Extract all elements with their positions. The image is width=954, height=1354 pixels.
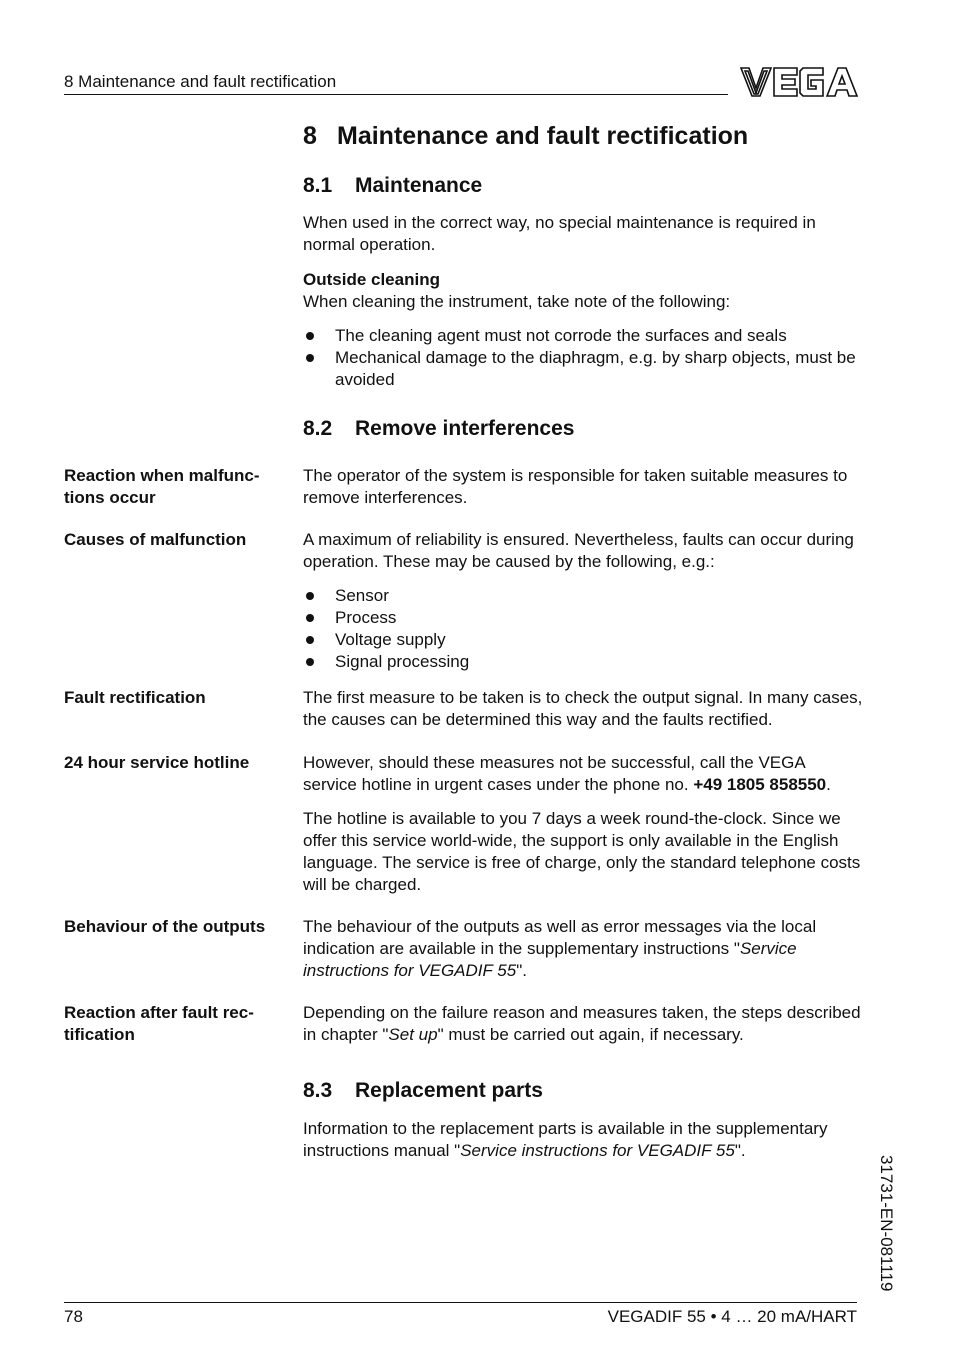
header-rule bbox=[64, 94, 728, 95]
list-item: Process bbox=[303, 607, 863, 629]
page-number: 78 bbox=[64, 1307, 83, 1326]
outside-cleaning-block bbox=[303, 269, 863, 313]
after-fault-text-end: " must be carried out again, if necessary. bbox=[437, 1025, 744, 1044]
running-header: 8 Maintenance and fault rectification bbox=[64, 72, 337, 91]
hotline-phone: +49 1805 858550 bbox=[693, 775, 827, 794]
section-number: 8.1 bbox=[303, 174, 333, 197]
list-item: Mechanical damage to the diaphragm, e.g. by sharp objects, must be avoided bbox=[303, 347, 863, 391]
margin-label-after-fault: Reaction after fault rec- tification bbox=[64, 1003, 254, 1044]
outputs-reference: Service instructions for VEGADIF 55 bbox=[303, 939, 797, 980]
after-fault-text: Depending on the failure reason and measures taken, the steps described in chapter " bbox=[303, 1003, 861, 1044]
section-heading-8-2 bbox=[303, 417, 574, 441]
chapter-title-text: Maintenance and fault rectification bbox=[337, 122, 749, 150]
margin-label-outputs: Behaviour of the outputs bbox=[64, 917, 266, 936]
outputs-paragraph bbox=[303, 916, 863, 982]
maintenance-paragraph: When used in the correct way, no special maintenance is required in normal operation. bbox=[303, 213, 816, 254]
list-item: Signal processing bbox=[303, 651, 863, 673]
outside-cleaning-intro: When cleaning the instrument, take note of the following: bbox=[303, 292, 731, 311]
fault-paragraph: The first measure to be taken is to check the output signal. In many cases, the causes can be determined this way and the faults rectified. bbox=[303, 688, 863, 729]
list-item: The cleaning agent must not corrode the surfaces and seals bbox=[303, 325, 863, 347]
outputs-text-end: ". bbox=[516, 961, 527, 980]
reaction-paragraph: The operator of the system is responsible for taken suitable measures to remove interferences. bbox=[303, 466, 848, 507]
section-title: Replacement parts bbox=[355, 1079, 543, 1102]
section-heading-8-1 bbox=[303, 174, 482, 198]
replacement-reference: Service instructions for VEGADIF 55 bbox=[460, 1141, 735, 1160]
footer-rule bbox=[64, 1302, 857, 1303]
cleaning-bullet-list bbox=[303, 325, 863, 391]
section-number: 8.2 bbox=[303, 417, 333, 440]
hotline-text: However, should these measures not be successful, call the VEGA service hotline in urgent cases under the phone no. bbox=[303, 753, 805, 794]
list-item: Sensor bbox=[303, 585, 863, 607]
product-name: VEGADIF 55 • 4 … 20 mA/HART bbox=[607, 1307, 857, 1326]
margin-label-causes: Causes of malfunction bbox=[64, 530, 247, 549]
section-title: Remove interferences bbox=[355, 417, 575, 440]
margin-label-reaction: Reaction when malfunc- tions occur bbox=[64, 466, 260, 507]
section-title: Maintenance bbox=[355, 174, 483, 197]
list-item: Voltage supply bbox=[303, 629, 863, 651]
vega-logo bbox=[739, 64, 859, 100]
chapter-number: 8 bbox=[303, 122, 317, 150]
section-number: 8.3 bbox=[303, 1079, 333, 1102]
replacement-text-end: ". bbox=[734, 1141, 746, 1160]
chapter-title bbox=[303, 122, 748, 151]
margin-label-fault: Fault rectification bbox=[64, 688, 206, 707]
setup-reference: Set up bbox=[388, 1025, 438, 1044]
document-id: 31731-EN-081119 bbox=[877, 1155, 896, 1292]
section-heading-8-3 bbox=[303, 1079, 543, 1103]
causes-bullet-list bbox=[303, 585, 863, 673]
hotline-paragraph bbox=[303, 752, 863, 796]
margin-label-hotline: 24 hour service hotline bbox=[64, 753, 250, 772]
after-fault-paragraph bbox=[303, 1002, 863, 1046]
outputs-text: The behaviour of the outputs as well as error messages via the local indication are available in the supplementary instructions " bbox=[303, 917, 817, 958]
hotline-availability-paragraph: The hotline is available to you 7 days a week round-the-clock. Since we offer this service world-wide, the support is only available in the English language. The service is free of charge, only the standard telephone costs will be charged. bbox=[303, 809, 861, 894]
replacement-text: Information to the replacement parts is available in the supplementary instructions manual " bbox=[303, 1119, 828, 1160]
hotline-text-end: . bbox=[826, 775, 831, 794]
causes-paragraph: A maximum of reliability is ensured. Nevertheless, faults can occur during operation. These may be caused by the following, e.g.: bbox=[303, 530, 854, 571]
outside-cleaning-label: Outside cleaning bbox=[303, 270, 440, 289]
replacement-parts-paragraph bbox=[303, 1118, 863, 1162]
